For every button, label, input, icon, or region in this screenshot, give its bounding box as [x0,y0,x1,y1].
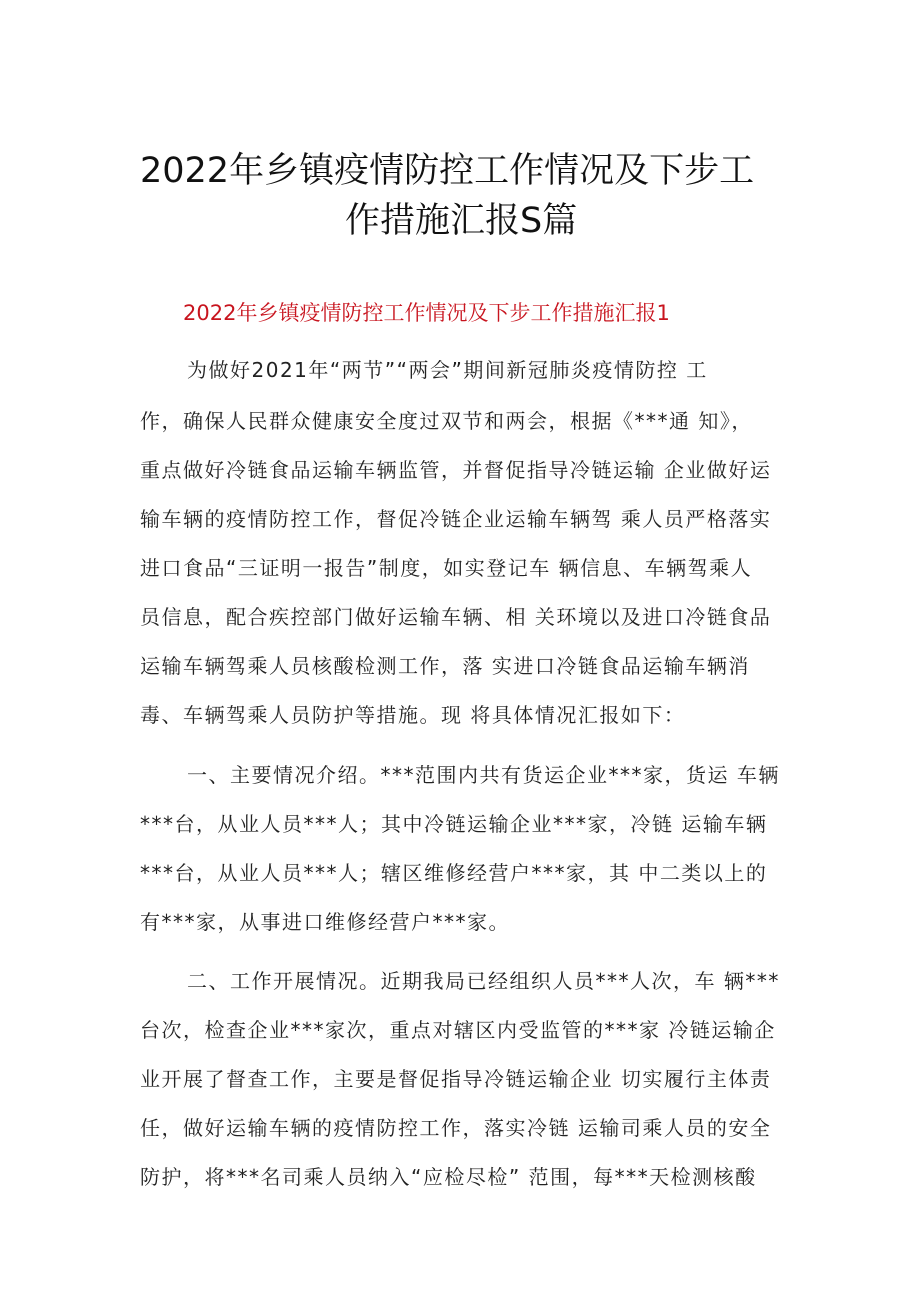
paragraph-3-line-1: 二、工作开展情况。近期我局已经组织人员***人次，车 辆*** [187,969,780,993]
paragraph-1-line-5: 进口食品“三证明一报告”制度，如实登记车 辆信息、车辆驾乘人 [140,556,753,580]
paragraph-1-line-7: 运输车辆驾乘人员核酸检测工作，落 实进口冷链食品运输车辆消 [140,654,750,678]
paragraph-3-line-5: 防护，将***名司乘人员纳入“应检尽检” 范围，每***天检测核酸 [140,1165,757,1189]
paragraph-3-line-4: 任，做好运输车辆的疫情防控工作，落实冷链 运输司乘人员的安全 [140,1116,772,1140]
paragraph-1-line-1: 为做好2021年“两节”“两会”期间新冠肺炎疫情防控 工 [187,358,708,382]
document-title-line-1: 2022年乡镇疫情防控工作情况及下步工 [140,151,755,191]
paragraph-2-line-1: 一、主要情况介绍。***范围内共有货运企业***家，货运 车辆 [187,763,780,787]
paragraph-2-line-2: ***台，从业人员***人；其中冷链运输企业***家，冷链 运输车辆 [140,812,768,836]
paragraph-1-line-6: 员信息，配合疾控部门做好运输车辆、相 关环境以及进口冷链食品 [140,605,772,629]
paragraph-1-line-3: 重点做好冷链食品运输车辆监管，并督促指导冷链运输 企业做好运 [140,458,772,482]
paragraph-2-line-4: 有***家，从事进口维修经营户***家。 [140,910,510,934]
paragraph-1-line-2: 作，确保人民群众健康安全度过双节和两会，根据《***通 知》， [140,409,753,433]
document-title-line-2: 作措施汇报S篇 [345,201,578,241]
paragraph-2-line-3: ***台，从业人员***人；辖区维修经营户***家，其 中二类以上的 [140,861,768,885]
paragraph-3-line-3: 业开展了督查工作，主要是督促指导冷链运输企业 切实履行主体责 [140,1067,772,1091]
paragraph-3-line-2: 台次，检查企业***家次，重点对辖区内受监管的***家 冷链运输企 [140,1018,776,1042]
section-subtitle: 2022年乡镇疫情防控工作情况及下步工作措施汇报1 [183,301,670,325]
paragraph-1-line-4: 输车辆的疫情防控工作，督促冷链企业运输车辆驾 乘人员严格落实 [140,507,772,531]
paragraph-1-line-8: 毒、车辆驾乘人员防护等措施。现 将具体情况汇报如下： [140,703,686,727]
